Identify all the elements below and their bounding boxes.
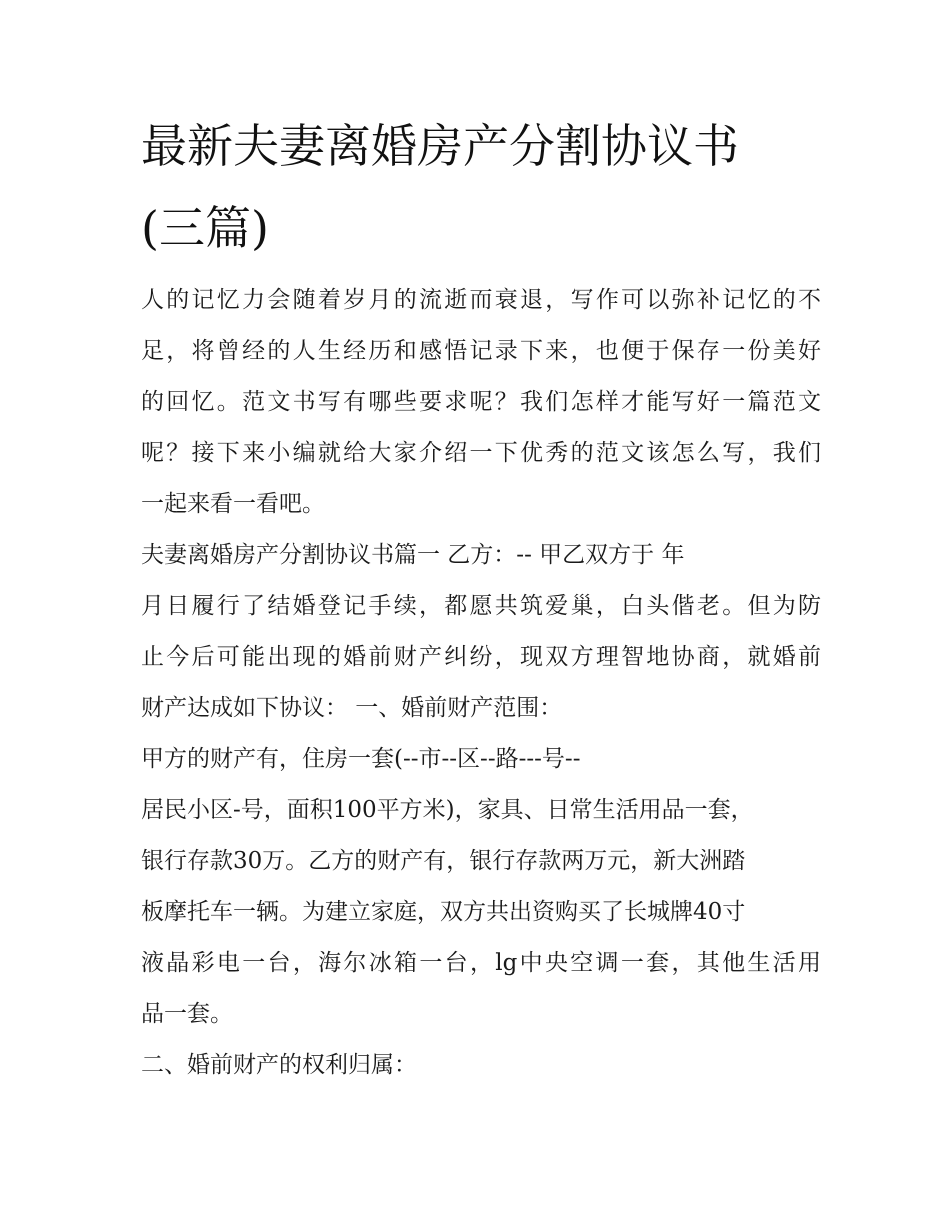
body-line: 的回忆。范文书写有哪些要求呢？我们怎样才能写好一篇范文 [141, 389, 821, 415]
body-line: 夫妻离婚房产分割协议书篇一 乙方：-- 甲乙双方于 年 [141, 542, 685, 568]
body-line: 止今后可能出现的婚前财产纠纷，现双方理智地协商，就婚前 [141, 644, 821, 670]
body-line: 银行存款30万。乙方的财产有，银行存款两万元，新大洲踏 [141, 848, 746, 874]
body-line: 居民小区-号，面积100平方米)，家具、日常生活用品一套， [141, 797, 754, 823]
body-line: 月日履行了结婚登记手续，都愿共筑爱巢，白头偕老。但为防 [141, 593, 821, 619]
body-line: 财产达成如下协议： 一、婚前财产范围： [141, 695, 563, 721]
body-line: 呢？接下来小编就给大家介绍一下优秀的范文该怎么写，我们 [141, 440, 821, 466]
body-line: 甲方的财产有，住房一套(--市--区--路---号-- [141, 746, 581, 772]
body-line: 品一套。 [141, 1001, 233, 1027]
section-heading-line: 二、婚前财产的权利归属： [141, 1052, 417, 1078]
body-line: 足，将曾经的人生经历和感悟记录下来，也便于保存一份美好 [141, 338, 821, 364]
document-title-line-2: (三篇) [141, 201, 269, 255]
document-title-line-1: 最新夫妻离婚房产分割协议书 [141, 119, 739, 173]
body-line: 板摩托车一辆。为建立家庭，双方共出资购买了长城牌40寸 [141, 899, 746, 925]
body-line: 一起来看一看吧。 [141, 491, 325, 517]
body-line: 液晶彩电一台，海尔冰箱一台，lg中央空调一套，其他生活用 [141, 950, 821, 976]
body-line: 人的记忆力会随着岁月的流逝而衰退，写作可以弥补记忆的不 [141, 287, 821, 313]
